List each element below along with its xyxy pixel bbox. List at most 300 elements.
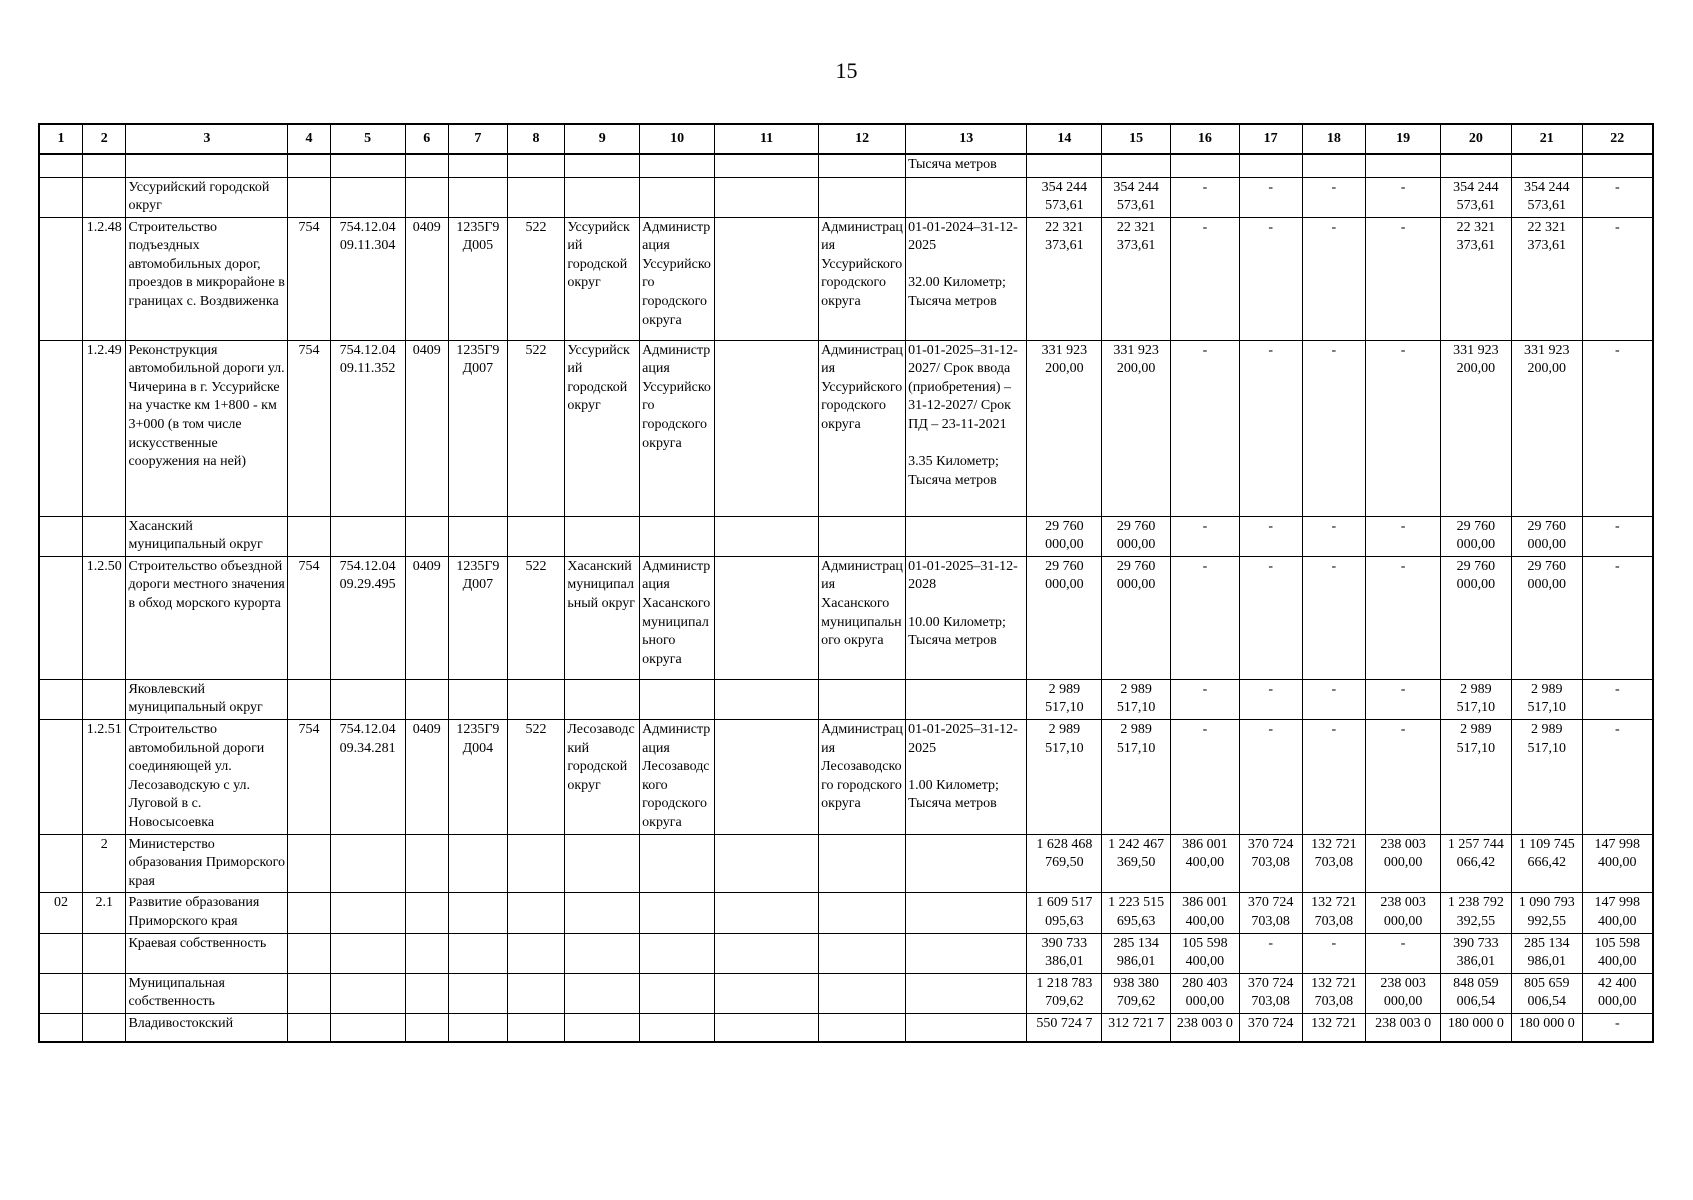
col-total-cell: 1 218 783 709,62 [1027, 973, 1102, 1013]
col-col19-cell: - [1366, 340, 1441, 516]
col-period-capacity-cell [906, 1013, 1027, 1042]
col-col11-cell [714, 177, 818, 217]
col-col11-cell [714, 933, 818, 973]
table-row [39, 556, 1653, 679]
col-col21-cell: 1 090 793 992,55 [1511, 893, 1582, 933]
col-name-cell: Министерство образования Приморского края [126, 834, 288, 893]
col-col21-cell: 22 321 373,61 [1511, 217, 1582, 340]
col-regional-budget-cell: 29 760 000,00 [1102, 556, 1171, 679]
col-csr-cell [449, 1013, 508, 1042]
col-col19-cell: - [1366, 556, 1441, 679]
col-municipality-cell [565, 154, 640, 177]
col-col20-cell [1441, 154, 1512, 177]
col-builder-cell [819, 679, 906, 719]
col-section-cell: 0409 [405, 556, 448, 679]
col-col17-cell: - [1239, 340, 1302, 516]
table-header [39, 124, 1653, 154]
col-col21-cell: 2 989 517,10 [1511, 720, 1582, 835]
col-item-number-cell [82, 154, 125, 177]
col-col22-cell: - [1582, 556, 1653, 679]
col-builder-cell [819, 154, 906, 177]
col-builder-cell: Администрация Хасанского муниципального округа [819, 556, 906, 679]
col-grbs-cell [288, 973, 330, 1013]
col-federal-budget-cell: 238 003 0 [1171, 1013, 1240, 1042]
col-col22-cell: 147 998 400,00 [1582, 834, 1653, 893]
col-regional-budget-cell: 2 989 517,10 [1102, 679, 1171, 719]
col-csr-cell [449, 154, 508, 177]
col-col21-cell: 331 923 200,00 [1511, 340, 1582, 516]
col-builder-cell: Администрация Уссурийского городского округа [819, 340, 906, 516]
col-municipality-cell [565, 679, 640, 719]
col-federal-budget-cell [1171, 154, 1240, 177]
col-name-cell: Яковлевский муниципальный округ [126, 679, 288, 719]
col-name-cell: Развитие образования Приморского края [126, 893, 288, 933]
col-period-capacity-cell [906, 973, 1027, 1013]
col-federal-budget-cell: - [1171, 556, 1240, 679]
col-col22-cell: - [1582, 340, 1653, 516]
col-col20-cell: 390 733 386,01 [1441, 933, 1512, 973]
column-header: 3 [126, 124, 288, 154]
table-row [39, 893, 1653, 933]
col-federal-budget-cell: - [1171, 177, 1240, 217]
col-col21-cell: 2 989 517,10 [1511, 679, 1582, 719]
col-col18-cell [1302, 154, 1366, 177]
col-col21-cell: 29 760 000,00 [1511, 516, 1582, 556]
col-total-cell [1027, 154, 1102, 177]
col-builder-cell [819, 516, 906, 556]
col-name-cell: Строительство подъездных автомобильных дорог, проездов в микрорайоне в границах с. Воздвиженка [126, 217, 288, 340]
table-row [39, 834, 1653, 893]
col-period-capacity-cell: 01-01-2024–31-12-2025 32.00 Километр; Тысяча метров [906, 217, 1027, 340]
col-section-cell: 0409 [405, 217, 448, 340]
col-csr-cell [449, 933, 508, 973]
col-col11-cell [714, 217, 818, 340]
col-col11-cell [714, 834, 818, 893]
col-col17-cell: - [1239, 516, 1302, 556]
col-target-code-cell: 754.12.04 09.34.281 [330, 720, 405, 835]
col-municipality-cell: Хасанский муниципальный округ [565, 556, 640, 679]
col-csr-cell: 1235Г9 Д004 [449, 720, 508, 835]
col-target-code-cell [330, 834, 405, 893]
col-col11-cell [714, 679, 818, 719]
col-col19-cell: 238 003 000,00 [1366, 893, 1441, 933]
col-col17-cell: - [1239, 217, 1302, 340]
col-customer-cell: Администрация Уссурийского городского округа [640, 340, 715, 516]
col-period-capacity-cell [906, 834, 1027, 893]
col-customer-cell: Администрация Хасанского муниципального округа [640, 556, 715, 679]
column-header: 14 [1027, 124, 1102, 154]
column-header: 10 [640, 124, 715, 154]
col-col17-cell: - [1239, 177, 1302, 217]
col-federal-budget-cell: 105 598 400,00 [1171, 933, 1240, 973]
col-col20-cell: 2 989 517,10 [1441, 720, 1512, 835]
col-grbs-cell: 754 [288, 340, 330, 516]
col-builder-cell [819, 893, 906, 933]
col-customer-cell: Администрация Уссурийского городского округа [640, 217, 715, 340]
col-regional-budget-cell: 22 321 373,61 [1102, 217, 1171, 340]
col-col17-cell: - [1239, 679, 1302, 719]
col-vr-cell [507, 679, 565, 719]
col-col19-cell: - [1366, 933, 1441, 973]
col-total-cell: 1 609 517 095,63 [1027, 893, 1102, 933]
column-header: 9 [565, 124, 640, 154]
col-section-cell [405, 154, 448, 177]
col-col19-cell: 238 003 000,00 [1366, 834, 1441, 893]
col-regional-budget-cell: 2 989 517,10 [1102, 720, 1171, 835]
col-section-cell [405, 516, 448, 556]
column-header: 1 [39, 124, 82, 154]
col-col19-cell: - [1366, 720, 1441, 835]
col-total-cell: 29 760 000,00 [1027, 556, 1102, 679]
col-name-cell: Реконструкция автомобильной дороги ул. Чичерина в г. Уссурийске на участке км 1+800 - км 3+000 (в том числе искусственные сооружения на ней) [126, 340, 288, 516]
col-builder-cell [819, 1013, 906, 1042]
column-header: 11 [714, 124, 818, 154]
col-code-cell [39, 720, 82, 835]
col-name-cell: Владивостокский [126, 1013, 288, 1042]
col-section-cell: 0409 [405, 720, 448, 835]
col-total-cell: 29 760 000,00 [1027, 516, 1102, 556]
table-row [39, 720, 1653, 835]
col-col11-cell [714, 516, 818, 556]
col-target-code-cell: 754.12.04 09.29.495 [330, 556, 405, 679]
col-col21-cell: 354 244 573,61 [1511, 177, 1582, 217]
col-target-code-cell [330, 893, 405, 933]
col-col20-cell: 29 760 000,00 [1441, 516, 1512, 556]
col-builder-cell [819, 973, 906, 1013]
col-col19-cell: 238 003 000,00 [1366, 973, 1441, 1013]
table-row [39, 516, 1653, 556]
col-section-cell [405, 177, 448, 217]
col-col22-cell: 147 998 400,00 [1582, 893, 1653, 933]
table-row [39, 679, 1653, 719]
col-grbs-cell [288, 933, 330, 973]
col-builder-cell: Администрация Уссурийского городского округа [819, 217, 906, 340]
col-municipality-cell [565, 933, 640, 973]
col-grbs-cell: 754 [288, 217, 330, 340]
col-item-number-cell [82, 933, 125, 973]
col-csr-cell [449, 516, 508, 556]
col-col22-cell: - [1582, 679, 1653, 719]
col-regional-budget-cell: 354 244 573,61 [1102, 177, 1171, 217]
col-item-number-cell [82, 679, 125, 719]
col-col20-cell: 2 989 517,10 [1441, 679, 1512, 719]
col-period-capacity-cell [906, 516, 1027, 556]
col-target-code-cell [330, 1013, 405, 1042]
col-code-cell [39, 516, 82, 556]
col-section-cell [405, 679, 448, 719]
column-header: 5 [330, 124, 405, 154]
col-code-cell: 02 [39, 893, 82, 933]
col-item-number-cell [82, 1013, 125, 1042]
col-section-cell [405, 893, 448, 933]
col-csr-cell [449, 973, 508, 1013]
col-federal-budget-cell: - [1171, 516, 1240, 556]
col-code-cell [39, 834, 82, 893]
col-target-code-cell: 754.12.04 09.11.352 [330, 340, 405, 516]
col-customer-cell [640, 933, 715, 973]
col-item-number-cell: 1.2.49 [82, 340, 125, 516]
table-body [39, 154, 1653, 1042]
col-federal-budget-cell: - [1171, 679, 1240, 719]
col-code-cell [39, 340, 82, 516]
column-header: 7 [449, 124, 508, 154]
col-period-capacity-cell: 01-01-2025–31-12-2025 1.00 Километр; Тысяча метров [906, 720, 1027, 835]
col-name-cell: Строительство автомобильной дороги соединяющей ул. Лесозаводскую с ул. Луговой в с. Новосысоевка [126, 720, 288, 835]
col-col20-cell: 848 059 006,54 [1441, 973, 1512, 1013]
col-municipality-cell: Уссурийский городской округ [565, 340, 640, 516]
col-col17-cell: - [1239, 720, 1302, 835]
column-header: 22 [1582, 124, 1653, 154]
col-grbs-cell: 754 [288, 556, 330, 679]
col-grbs-cell [288, 154, 330, 177]
col-vr-cell: 522 [507, 217, 565, 340]
col-federal-budget-cell: - [1171, 217, 1240, 340]
col-vr-cell [507, 893, 565, 933]
col-col18-cell: - [1302, 177, 1366, 217]
col-total-cell: 354 244 573,61 [1027, 177, 1102, 217]
col-col21-cell: 180 000 0 [1511, 1013, 1582, 1042]
col-period-capacity-cell: Тысяча метров [906, 154, 1027, 177]
column-header: 12 [819, 124, 906, 154]
col-vr-cell [507, 516, 565, 556]
column-header: 4 [288, 124, 330, 154]
col-vr-cell: 522 [507, 556, 565, 679]
col-section-cell: 0409 [405, 340, 448, 516]
column-header: 8 [507, 124, 565, 154]
col-col20-cell: 29 760 000,00 [1441, 556, 1512, 679]
table-row [39, 154, 1653, 177]
col-target-code-cell [330, 516, 405, 556]
col-vr-cell [507, 154, 565, 177]
col-item-number-cell: 1.2.48 [82, 217, 125, 340]
col-col22-cell [1582, 154, 1653, 177]
col-item-number-cell [82, 516, 125, 556]
col-municipality-cell [565, 834, 640, 893]
col-col21-cell: 285 134 986,01 [1511, 933, 1582, 973]
col-target-code-cell [330, 154, 405, 177]
col-regional-budget-cell: 285 134 986,01 [1102, 933, 1171, 973]
col-code-cell [39, 556, 82, 679]
page-number: 15 [835, 58, 858, 83]
column-header: 18 [1302, 124, 1366, 154]
col-col19-cell: - [1366, 679, 1441, 719]
col-col21-cell: 29 760 000,00 [1511, 556, 1582, 679]
col-vr-cell [507, 177, 565, 217]
col-col11-cell [714, 154, 818, 177]
col-regional-budget-cell [1102, 154, 1171, 177]
col-grbs-cell [288, 177, 330, 217]
col-col18-cell: - [1302, 340, 1366, 516]
col-customer-cell [640, 154, 715, 177]
col-col18-cell: - [1302, 516, 1366, 556]
col-customer-cell [640, 1013, 715, 1042]
col-col21-cell [1511, 154, 1582, 177]
col-grbs-cell [288, 516, 330, 556]
col-col17-cell: 370 724 703,08 [1239, 893, 1302, 933]
col-code-cell [39, 933, 82, 973]
col-regional-budget-cell: 1 223 515 695,63 [1102, 893, 1171, 933]
col-municipality-cell [565, 1013, 640, 1042]
col-total-cell: 390 733 386,01 [1027, 933, 1102, 973]
col-period-capacity-cell [906, 679, 1027, 719]
col-code-cell [39, 973, 82, 1013]
col-customer-cell [640, 973, 715, 1013]
col-regional-budget-cell: 938 380 709,62 [1102, 973, 1171, 1013]
col-csr-cell: 1235Г9 Д007 [449, 556, 508, 679]
col-col17-cell: - [1239, 933, 1302, 973]
col-col20-cell: 354 244 573,61 [1441, 177, 1512, 217]
col-csr-cell [449, 177, 508, 217]
col-col22-cell: 42 400 000,00 [1582, 973, 1653, 1013]
col-col19-cell [1366, 154, 1441, 177]
table-row [39, 177, 1653, 217]
col-csr-cell: 1235Г9 Д007 [449, 340, 508, 516]
col-grbs-cell: 754 [288, 720, 330, 835]
col-total-cell: 550 724 7 [1027, 1013, 1102, 1042]
col-col20-cell: 22 321 373,61 [1441, 217, 1512, 340]
col-col17-cell [1239, 154, 1302, 177]
col-name-cell: Хасанский муниципальный округ [126, 516, 288, 556]
col-col17-cell: - [1239, 556, 1302, 679]
col-regional-budget-cell: 331 923 200,00 [1102, 340, 1171, 516]
col-col22-cell: - [1582, 177, 1653, 217]
col-col20-cell: 1 238 792 392,55 [1441, 893, 1512, 933]
col-municipality-cell [565, 973, 640, 1013]
col-code-cell [39, 1013, 82, 1042]
col-target-code-cell: 754.12.04 09.11.304 [330, 217, 405, 340]
col-csr-cell [449, 679, 508, 719]
col-item-number-cell [82, 177, 125, 217]
col-grbs-cell [288, 1013, 330, 1042]
col-section-cell [405, 834, 448, 893]
col-federal-budget-cell: 386 001 400,00 [1171, 893, 1240, 933]
col-target-code-cell [330, 933, 405, 973]
col-total-cell: 1 628 468 769,50 [1027, 834, 1102, 893]
col-federal-budget-cell: - [1171, 340, 1240, 516]
col-col19-cell: - [1366, 177, 1441, 217]
col-name-cell: Краевая собственность [126, 933, 288, 973]
col-section-cell [405, 933, 448, 973]
col-name-cell: Строительство объездной дороги местного значения в обход морского курорта [126, 556, 288, 679]
col-builder-cell [819, 834, 906, 893]
col-customer-cell [640, 893, 715, 933]
col-federal-budget-cell: 386 001 400,00 [1171, 834, 1240, 893]
col-col17-cell: 370 724 [1239, 1013, 1302, 1042]
col-code-cell [39, 679, 82, 719]
column-header: 19 [1366, 124, 1441, 154]
col-builder-cell [819, 177, 906, 217]
col-col22-cell: - [1582, 217, 1653, 340]
col-vr-cell [507, 834, 565, 893]
col-customer-cell: Администрация Лесозаводского городского округа [640, 720, 715, 835]
col-name-cell: Муниципальная собственность [126, 973, 288, 1013]
col-col19-cell: - [1366, 516, 1441, 556]
col-col21-cell: 1 109 745 666,42 [1511, 834, 1582, 893]
col-col18-cell: - [1302, 217, 1366, 340]
col-total-cell: 22 321 373,61 [1027, 217, 1102, 340]
col-builder-cell: Администрация Лесозаводского городского округа [819, 720, 906, 835]
col-col17-cell: 370 724 703,08 [1239, 834, 1302, 893]
col-municipality-cell [565, 177, 640, 217]
col-municipality-cell: Уссурийский городской округ [565, 217, 640, 340]
col-col18-cell: - [1302, 720, 1366, 835]
col-col22-cell: - [1582, 516, 1653, 556]
col-vr-cell [507, 933, 565, 973]
col-section-cell [405, 973, 448, 1013]
col-col22-cell: 105 598 400,00 [1582, 933, 1653, 973]
col-federal-budget-cell: 280 403 000,00 [1171, 973, 1240, 1013]
table-row [39, 933, 1653, 973]
col-builder-cell [819, 933, 906, 973]
table-row [39, 973, 1653, 1013]
col-col18-cell: - [1302, 679, 1366, 719]
col-target-code-cell [330, 973, 405, 1013]
col-col20-cell: 1 257 744 066,42 [1441, 834, 1512, 893]
col-col22-cell: - [1582, 1013, 1653, 1042]
col-col18-cell: 132 721 703,08 [1302, 893, 1366, 933]
col-csr-cell [449, 834, 508, 893]
column-header: 6 [405, 124, 448, 154]
col-period-capacity-cell: 01-01-2025–31-12-2028 10.00 Километр; Тысяча метров [906, 556, 1027, 679]
col-municipality-cell [565, 516, 640, 556]
col-item-number-cell: 1.2.51 [82, 720, 125, 835]
col-col18-cell: 132 721 703,08 [1302, 834, 1366, 893]
budget-table [38, 123, 1654, 1043]
table-row [39, 217, 1653, 340]
col-vr-cell [507, 1013, 565, 1042]
column-header: 13 [906, 124, 1027, 154]
col-section-cell [405, 1013, 448, 1042]
col-item-number-cell [82, 973, 125, 1013]
col-regional-budget-cell: 312 721 7 [1102, 1013, 1171, 1042]
col-col18-cell: - [1302, 556, 1366, 679]
col-customer-cell [640, 679, 715, 719]
col-csr-cell [449, 893, 508, 933]
table-row [39, 1013, 1653, 1042]
column-number-row [39, 124, 1653, 154]
col-target-code-cell [330, 679, 405, 719]
column-header: 20 [1441, 124, 1512, 154]
col-target-code-cell [330, 177, 405, 217]
col-grbs-cell [288, 893, 330, 933]
col-grbs-cell [288, 679, 330, 719]
col-federal-budget-cell: - [1171, 720, 1240, 835]
col-vr-cell: 522 [507, 340, 565, 516]
col-col11-cell [714, 1013, 818, 1042]
col-regional-budget-cell: 1 242 467 369,50 [1102, 834, 1171, 893]
col-col18-cell: 132 721 703,08 [1302, 973, 1366, 1013]
col-regional-budget-cell: 29 760 000,00 [1102, 516, 1171, 556]
col-period-capacity-cell [906, 893, 1027, 933]
col-total-cell: 2 989 517,10 [1027, 720, 1102, 835]
column-header: 2 [82, 124, 125, 154]
col-col18-cell: - [1302, 933, 1366, 973]
column-header: 16 [1171, 124, 1240, 154]
column-header: 17 [1239, 124, 1302, 154]
col-item-number-cell: 2.1 [82, 893, 125, 933]
table-row [39, 340, 1653, 516]
col-period-capacity-cell [906, 933, 1027, 973]
col-col11-cell [714, 893, 818, 933]
col-customer-cell [640, 516, 715, 556]
col-csr-cell: 1235Г9 Д005 [449, 217, 508, 340]
col-col18-cell: 132 721 [1302, 1013, 1366, 1042]
col-customer-cell [640, 177, 715, 217]
col-item-number-cell: 2 [82, 834, 125, 893]
col-col11-cell [714, 720, 818, 835]
col-period-capacity-cell [906, 177, 1027, 217]
col-col17-cell: 370 724 703,08 [1239, 973, 1302, 1013]
